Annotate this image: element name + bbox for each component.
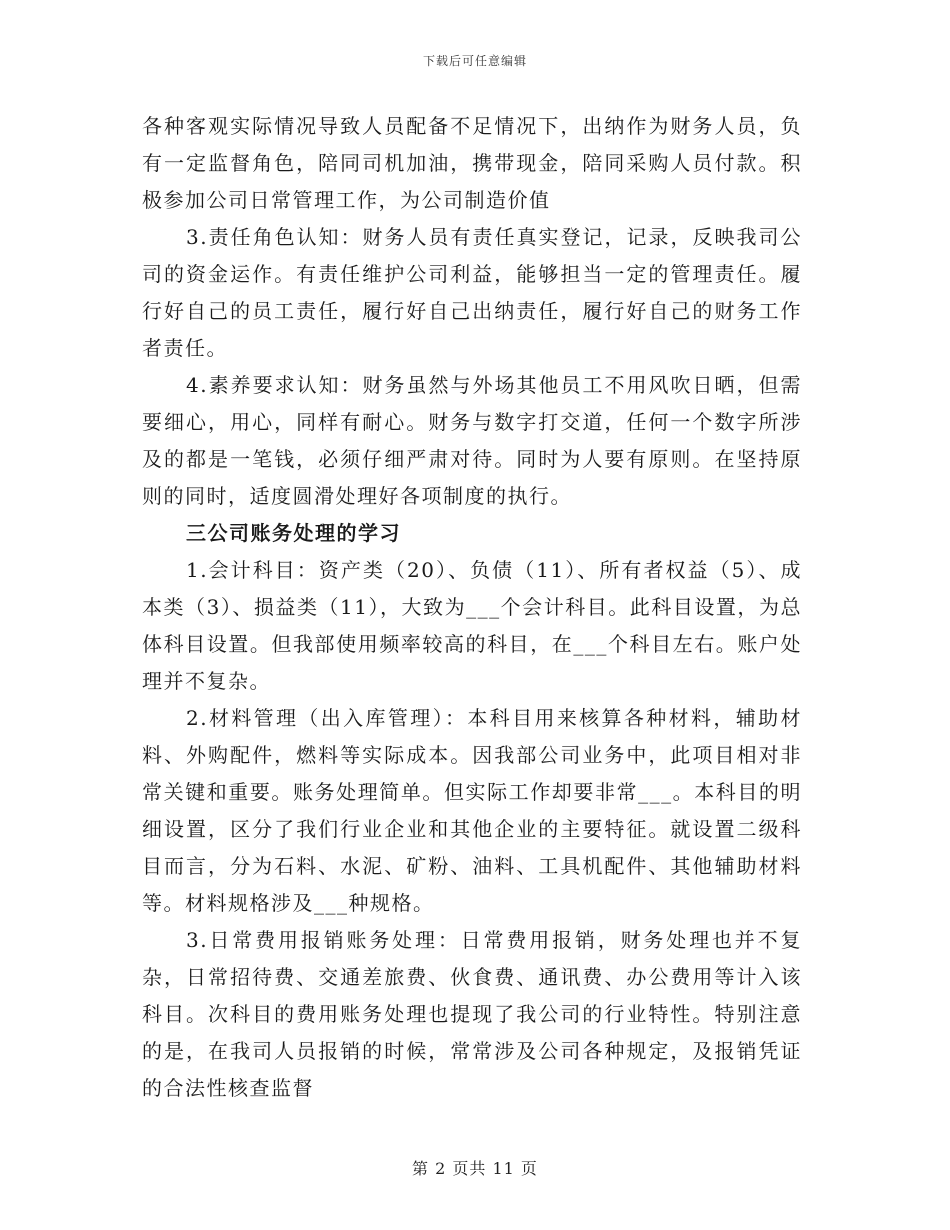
page-number: 第 2 页共 11 页 <box>412 1159 538 1178</box>
paragraph-quality-requirements: 4.素养要求认知：财务虽然与外场其他员工不用风吹日晒，但需要细心，用心，同样有耐心。财务与数字打交道，任何一个数字所涉及的都是一笔钱，必须仔细严肃对待。同时为人要有原则。在坚持原则的同时，适度圆滑处理好各项制度的执行。 <box>142 373 802 508</box>
paragraph-continued: 各种客观实际情况导致人员配备不足情况下，出纳作为财务人员，负有一定监督角色，陪同司机加油，携带现金，陪同采购人员付款。积极参加公司日常管理工作，为公司制造价值 <box>142 114 802 212</box>
page-header: 下载后可任意编辑 <box>422 54 527 68</box>
paragraph-expense-reimbursement: 3.日常费用报销账务处理：日常费用报销，财务处理也并不复杂，日常招待费、交通差旅费、伙食费、通讯费、办公费用等计入该科目。次科目的费用账务处理也提现了我公司的行业特性。特别注意的是，在我司人员报销的时候，常常涉及公司各种规定，及报销凭证的合法性核查监督 <box>142 928 802 1100</box>
paragraph-accounting-subjects: 1.会计科目：资产类（20）、负债（11）、所有者权益（5）、成本类（3）、损益类（11），大致为___个会计科目。此科目设置，为总体科目设置。但我部使用频率较高的科目，在___个科目左右。账户处理并不复杂。 <box>142 558 802 693</box>
document-body <box>142 108 802 1107</box>
paragraph-responsibility-role: 3.责任角色认知：财务人员有责任真实登记，记录，反映我司公司的资金运作。有责任维护公司利益，能够担当一定的管理责任。履行好自己的员工责任，履行好自己出纳责任，履行好自己的财务工作者责任。 <box>142 225 802 360</box>
paragraph-material-management: 2.材料管理（出入库管理）：本科目用来核算各种材料，辅助材料、外购配件，燃料等实际成本。因我部公司业务中，此项目相对非常关键和重要。账务处理简单。但实际工作却要非常___。本科目的明细设置，区分了我们行业企业和其他企业的主要特征。就设置二级科目而言，分为石料、水泥、矿粉、油料、工具机配件、其他辅助材料等。材料规格涉及___种规格。 <box>142 706 802 915</box>
section-heading: 三公司账务处理的学习 <box>186 521 401 545</box>
